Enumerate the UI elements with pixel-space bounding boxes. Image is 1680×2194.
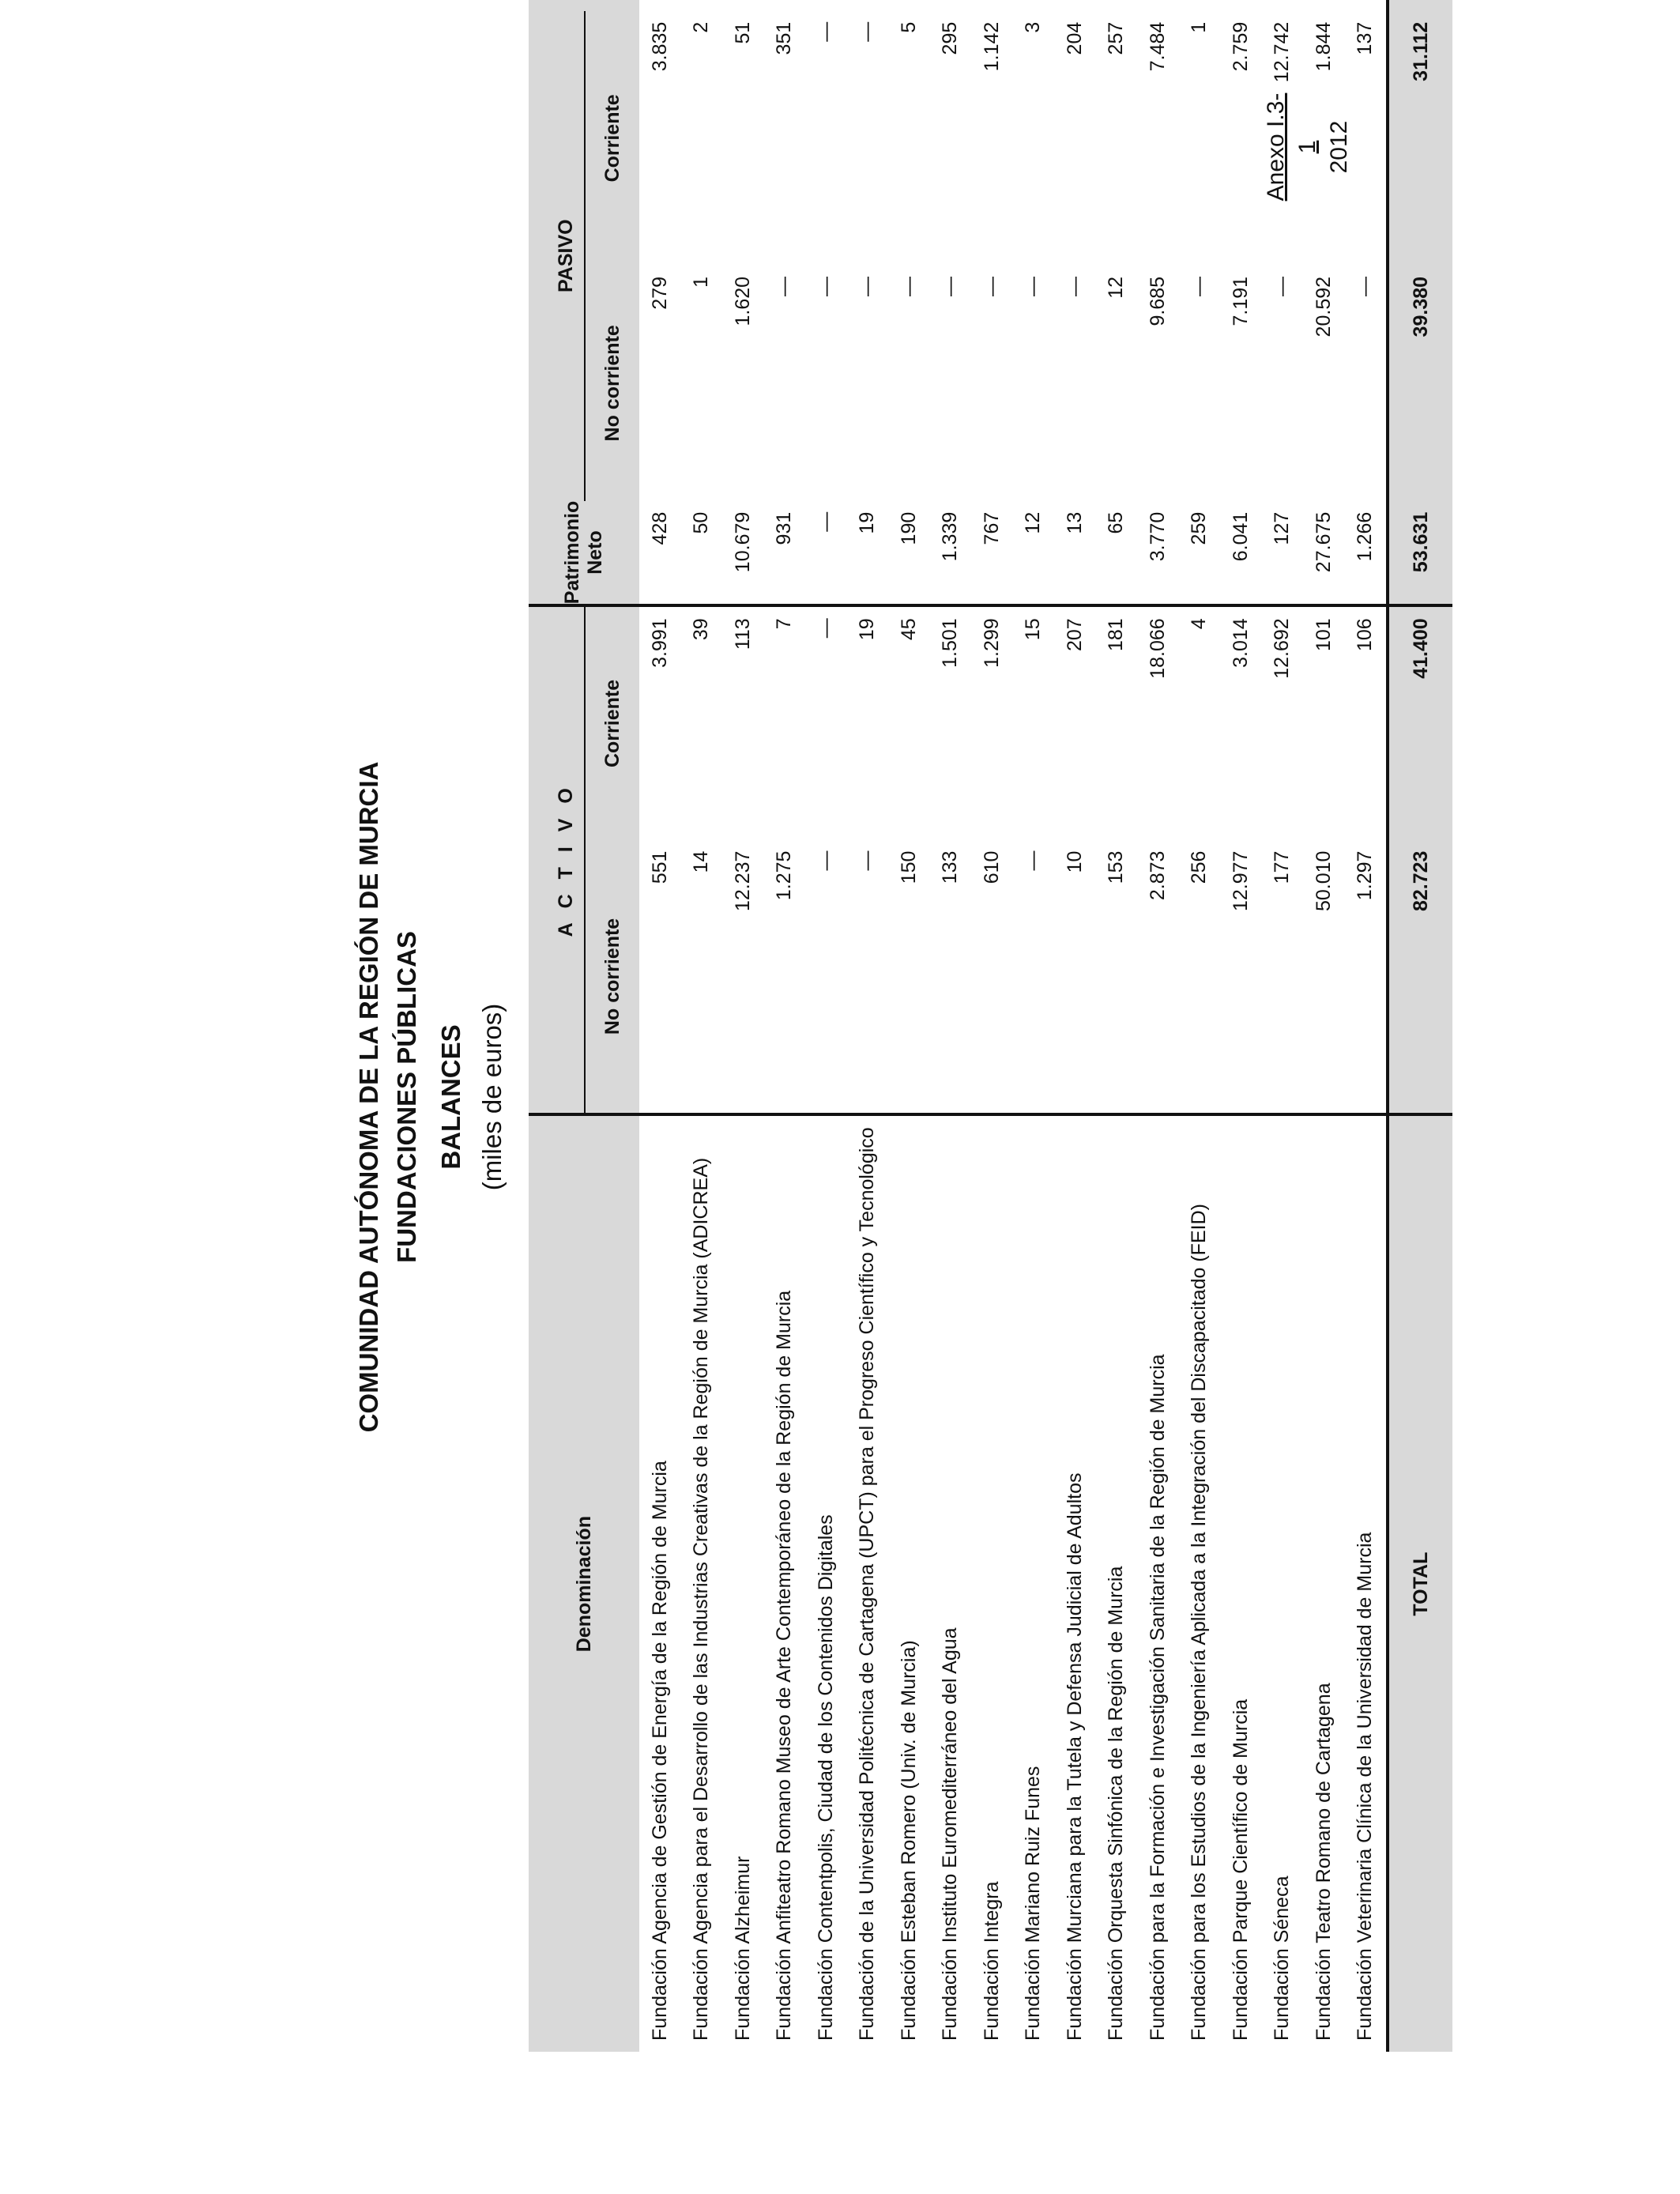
cell-denominacion: Fundación Esteban Romero (Univ. de Murcia): [888, 1114, 930, 2052]
cell-denominacion: Fundación para la Formación e Investigación Sanitaria de la Región de Murcia: [1137, 1114, 1179, 2052]
table-row: [1262, 0, 1304, 2052]
table-row: [722, 0, 764, 2052]
cell-pasivo-no-corriente: —: [939, 276, 962, 296]
cell-activo-no-corriente: 551: [648, 850, 671, 884]
cell-pasivo-no-corriente: —: [1188, 276, 1211, 296]
cell-patrimonio-neto: 1.339: [939, 511, 962, 562]
cell-denominacion: Fundación Contentpolis, Ciudad de los Contenidos Digitales: [805, 1114, 847, 2052]
cell-denominacion: Fundación Mariano Ruiz Funes: [1013, 1114, 1055, 2052]
cell-activo-corriente: —: [805, 605, 847, 839]
title-line-1: COMUNIDAD AUTÓNOMA DE LA REGIÓN DE MURCIA: [354, 761, 383, 1433]
cell-activo-corriente: 15: [1013, 605, 1055, 839]
cell-patrimonio-neto: 65: [1105, 511, 1128, 534]
cell-activo-no-corriente: 177: [1271, 850, 1294, 884]
cell-denominacion: Fundación para los Estudios de la Ingeniería Aplicada a la Integración del Discapacitado (FEID): [1179, 1114, 1221, 2052]
cell-pasivo-no-corriente: —: [1063, 276, 1086, 296]
table-row: [764, 0, 806, 2052]
total-row: [1388, 0, 1452, 2052]
cell-activo-no-corriente: 153: [1105, 850, 1128, 884]
cell-pasivo-corriente: 204: [1063, 21, 1086, 55]
cell-patrimonio-neto: 10.679: [731, 511, 754, 573]
cell-activo-corriente: 207: [1054, 605, 1096, 839]
cell-activo-no-corriente: 256: [1188, 850, 1211, 884]
cell-denominacion: Fundación Parque Científico de Murcia: [1220, 1114, 1262, 2052]
cell-pasivo-corriente: 1.844: [1312, 21, 1335, 72]
cell-activo-corriente: 113: [722, 605, 764, 839]
cell-activo-no-corriente: 50.010: [1312, 850, 1335, 912]
cell-activo-no-corriente: —: [814, 850, 837, 871]
cell-pasivo-corriente: 295: [939, 21, 962, 55]
cell-pasivo-corriente: 12.742: [1271, 21, 1294, 83]
table-row: [1303, 0, 1345, 2052]
sub-activo-corriente: Corriente: [586, 605, 639, 839]
cell-activo-corriente: 3.014: [1220, 605, 1262, 839]
cell-pasivo-corriente: 2.759: [1229, 21, 1252, 72]
cell-activo-no-corriente: 82.723: [1388, 840, 1452, 1115]
cell-total: [1137, 0, 1179, 11]
cell-denominacion: Fundación Anfiteatro Romano Museo de Arte Contemporáneo de la Región de Murcia: [764, 1114, 806, 2052]
cell-activo-no-corriente: 12.977: [1229, 850, 1252, 912]
cell-activo-corriente: 19: [847, 605, 889, 839]
cell-patrimonio-neto: 12: [1022, 511, 1045, 534]
cell-pasivo-no-corriente: —: [980, 276, 1003, 296]
cell-total: [805, 0, 847, 11]
cell-total: [1345, 0, 1388, 11]
annex-code: Anexo I.3-1: [1263, 92, 1320, 202]
table-body: [639, 0, 1452, 2052]
cell-total: [639, 0, 681, 11]
header-row-groups: [529, 0, 586, 2052]
cell-activo-no-corriente: 1.275: [773, 850, 796, 901]
cell-denominacion: Fundación Agencia de Gestión de Energía de la Región de Murcia: [639, 1114, 681, 2052]
cell-pasivo-corriente: 1.142: [980, 21, 1003, 72]
cell-denominacion: Fundación Teatro Romano de Cartagena: [1303, 1114, 1345, 2052]
title-line-3: BALANCES: [436, 1024, 465, 1170]
cell-total: [930, 0, 972, 11]
col-denominacion: Denominación: [529, 1114, 639, 2052]
table-row: [971, 0, 1013, 2052]
group-pasivo: PASIVO: [529, 11, 586, 501]
cell-total: [1262, 0, 1304, 11]
cell-patrimonio-neto: 428: [648, 511, 671, 545]
cell-activo-no-corriente: —: [1022, 850, 1045, 871]
subtitle: (miles de euros): [477, 1003, 507, 1191]
table-row: [1054, 0, 1096, 2052]
cell-denominacion: TOTAL: [1388, 1114, 1452, 2052]
cell-denominacion: Fundación Murciana para la Tutela y Defensa Judicial de Adultos: [1054, 1114, 1096, 2052]
cell-patrimonio-neto: 19: [856, 511, 879, 534]
table-row: [681, 0, 723, 2052]
cell-patrimonio-neto: 767: [980, 511, 1003, 545]
table-row: [1137, 0, 1179, 2052]
cell-patrimonio-neto: 127: [1271, 511, 1294, 545]
cell-patrimonio-neto: 931: [773, 511, 796, 545]
cell-patrimonio-neto: 190: [897, 511, 920, 545]
cell-pasivo-corriente: —: [814, 21, 837, 42]
cell-denominacion: Fundación de la Universidad Politécnica de Cartagena (UPCT) para el Progreso Científico y Tecnológico: [847, 1114, 889, 2052]
cell-total: [1096, 0, 1138, 11]
cell-pasivo-no-corriente: 1.620: [731, 276, 754, 326]
table-row: [1220, 0, 1262, 2052]
cell-total: [681, 0, 723, 11]
cell-pasivo-no-corriente: 12: [1105, 276, 1128, 299]
cell-activo-no-corriente: 10: [1063, 850, 1086, 873]
cell-patrimonio-neto: 6.041: [1229, 511, 1252, 562]
cell-total: [764, 0, 806, 11]
table-row: [1096, 0, 1138, 2052]
cell-pasivo-no-corriente: 1: [690, 276, 713, 288]
cell-pasivo-no-corriente: —: [773, 276, 796, 296]
table-row: [847, 0, 889, 2052]
cell-patrimonio-neto: —: [814, 511, 837, 532]
annex-year: 2012: [1326, 120, 1352, 174]
cell-activo-no-corriente: 610: [980, 850, 1003, 884]
cell-pasivo-corriente: 351: [773, 21, 796, 55]
table-row: [1013, 0, 1055, 2052]
cell-activo-corriente: 3.991: [639, 605, 681, 839]
cell-activo-corriente: 1.299: [971, 605, 1013, 839]
cell-denominacion: Fundación Orquesta Sinfónica de la Región de Murcia: [1096, 1114, 1138, 2052]
title-line-2: FUNDACIONES PÚBLICAS: [392, 931, 421, 1263]
col-total: [529, 0, 639, 11]
cell-total: [1013, 0, 1055, 11]
cell-denominacion: Fundación Alzheimur: [722, 1114, 764, 2052]
table-row: [930, 0, 972, 2052]
cell-denominacion: Fundación Séneca: [1262, 1114, 1304, 2052]
cell-pasivo-corriente: 5: [897, 21, 920, 33]
cell-activo-no-corriente: 2.873: [1146, 850, 1169, 901]
cell-pasivo-no-corriente: 39.380: [1388, 266, 1452, 501]
cell-denominacion: Fundación Veterinaria Clínica de la Universidad de Murcia: [1345, 1114, 1388, 2052]
cell-activo-no-corriente: 150: [897, 850, 920, 884]
sub-activo-no-corriente: No corriente: [586, 840, 639, 1115]
cell-total: [971, 0, 1013, 11]
cell-total: [1303, 0, 1345, 11]
cell-activo-corriente: 181: [1096, 605, 1138, 839]
cell-pasivo-no-corriente: —: [814, 276, 837, 296]
cell-pasivo-corriente: 3: [1022, 21, 1045, 33]
balances-table: [529, 0, 1452, 2052]
cell-pasivo-no-corriente: —: [1354, 276, 1377, 296]
cell-pasivo-no-corriente: 279: [648, 276, 671, 310]
table-row: [805, 0, 847, 2052]
cell-activo-no-corriente: —: [856, 850, 879, 871]
cell-denominacion: Fundación Integra: [971, 1114, 1013, 2052]
cell-patrimonio-neto: 1.266: [1354, 511, 1377, 562]
cell-pasivo-corriente: 31.112: [1388, 11, 1452, 266]
cell-denominacion: Fundación Agencia para el Desarrollo de las Industrias Creativas de la Región de Murcia (ADICREA): [681, 1114, 723, 2052]
cell-pasivo-no-corriente: —: [856, 276, 879, 296]
cell-activo-corriente: 4: [1179, 605, 1221, 839]
cell-total: [1220, 0, 1262, 11]
cell-pasivo-corriente: 257: [1105, 21, 1128, 55]
cell-patrimonio-neto: 13: [1063, 511, 1086, 534]
cell-total: [847, 0, 889, 11]
cell-activo-no-corriente: 133: [939, 850, 962, 884]
group-activo: A C T I V O: [529, 605, 586, 1114]
cell-pasivo-no-corriente: 7.191: [1229, 276, 1252, 326]
cell-activo-corriente: 41.400: [1388, 605, 1452, 839]
cell-total: [1179, 0, 1221, 11]
cell-patrimonio-neto: 50: [690, 511, 713, 534]
cell-activo-no-corriente: 12.237: [731, 850, 754, 912]
cell-pasivo-no-corriente: —: [897, 276, 920, 296]
cell-total: [1054, 0, 1096, 11]
cell-activo-no-corriente: 14: [690, 850, 713, 873]
cell-pasivo-no-corriente: —: [1022, 276, 1045, 296]
sub-pasivo-no-corriente: No corriente: [586, 266, 639, 501]
sub-pasivo-corriente: Corriente: [586, 11, 639, 266]
group-patrimonio-neto: Patrimonio Neto: [529, 501, 639, 606]
table-row: [639, 0, 681, 2052]
cell-total: [722, 0, 764, 11]
cell-activo-corriente: 106: [1345, 605, 1388, 839]
cell-patrimonio-neto: 53.631: [1388, 501, 1452, 606]
cell-pasivo-corriente: 3.835: [648, 21, 671, 72]
cell-pasivo-no-corriente: —: [1271, 276, 1294, 296]
cell-activo-corriente: 45: [888, 605, 930, 839]
table-row: [1345, 0, 1388, 2052]
cell-pasivo-corriente: 137: [1354, 21, 1377, 55]
cell-activo-corriente: 18.066: [1137, 605, 1179, 839]
cell-pasivo-no-corriente: 9.685: [1146, 276, 1169, 326]
cell-activo-corriente: 7: [764, 605, 806, 839]
cell-pasivo-corriente: 1: [1188, 21, 1211, 33]
cell-activo-no-corriente: 1.297: [1354, 850, 1377, 901]
cell-denominacion: Fundación Instituto Euromediterráneo del Agua: [930, 1114, 972, 2052]
cell-pasivo-corriente: 51: [731, 21, 754, 44]
cell-pasivo-corriente: —: [856, 21, 879, 42]
cell-patrimonio-neto: 259: [1188, 511, 1211, 545]
cell-patrimonio-neto: 3.770: [1146, 511, 1169, 562]
cell-activo-corriente: 12.692: [1262, 605, 1304, 839]
table-row: [1179, 0, 1221, 2052]
cell-patrimonio-neto: 27.675: [1312, 511, 1335, 573]
cell-total: [888, 0, 930, 11]
cell-total: [1388, 0, 1452, 11]
cell-activo-corriente: 101: [1303, 605, 1345, 839]
cell-activo-corriente: 1.501: [930, 605, 972, 839]
cell-pasivo-corriente: 2: [690, 21, 713, 33]
cell-pasivo-corriente: 7.484: [1146, 21, 1169, 72]
table-row: [888, 0, 930, 2052]
cell-pasivo-no-corriente: 20.592: [1312, 276, 1335, 337]
cell-activo-corriente: 39: [681, 605, 723, 839]
